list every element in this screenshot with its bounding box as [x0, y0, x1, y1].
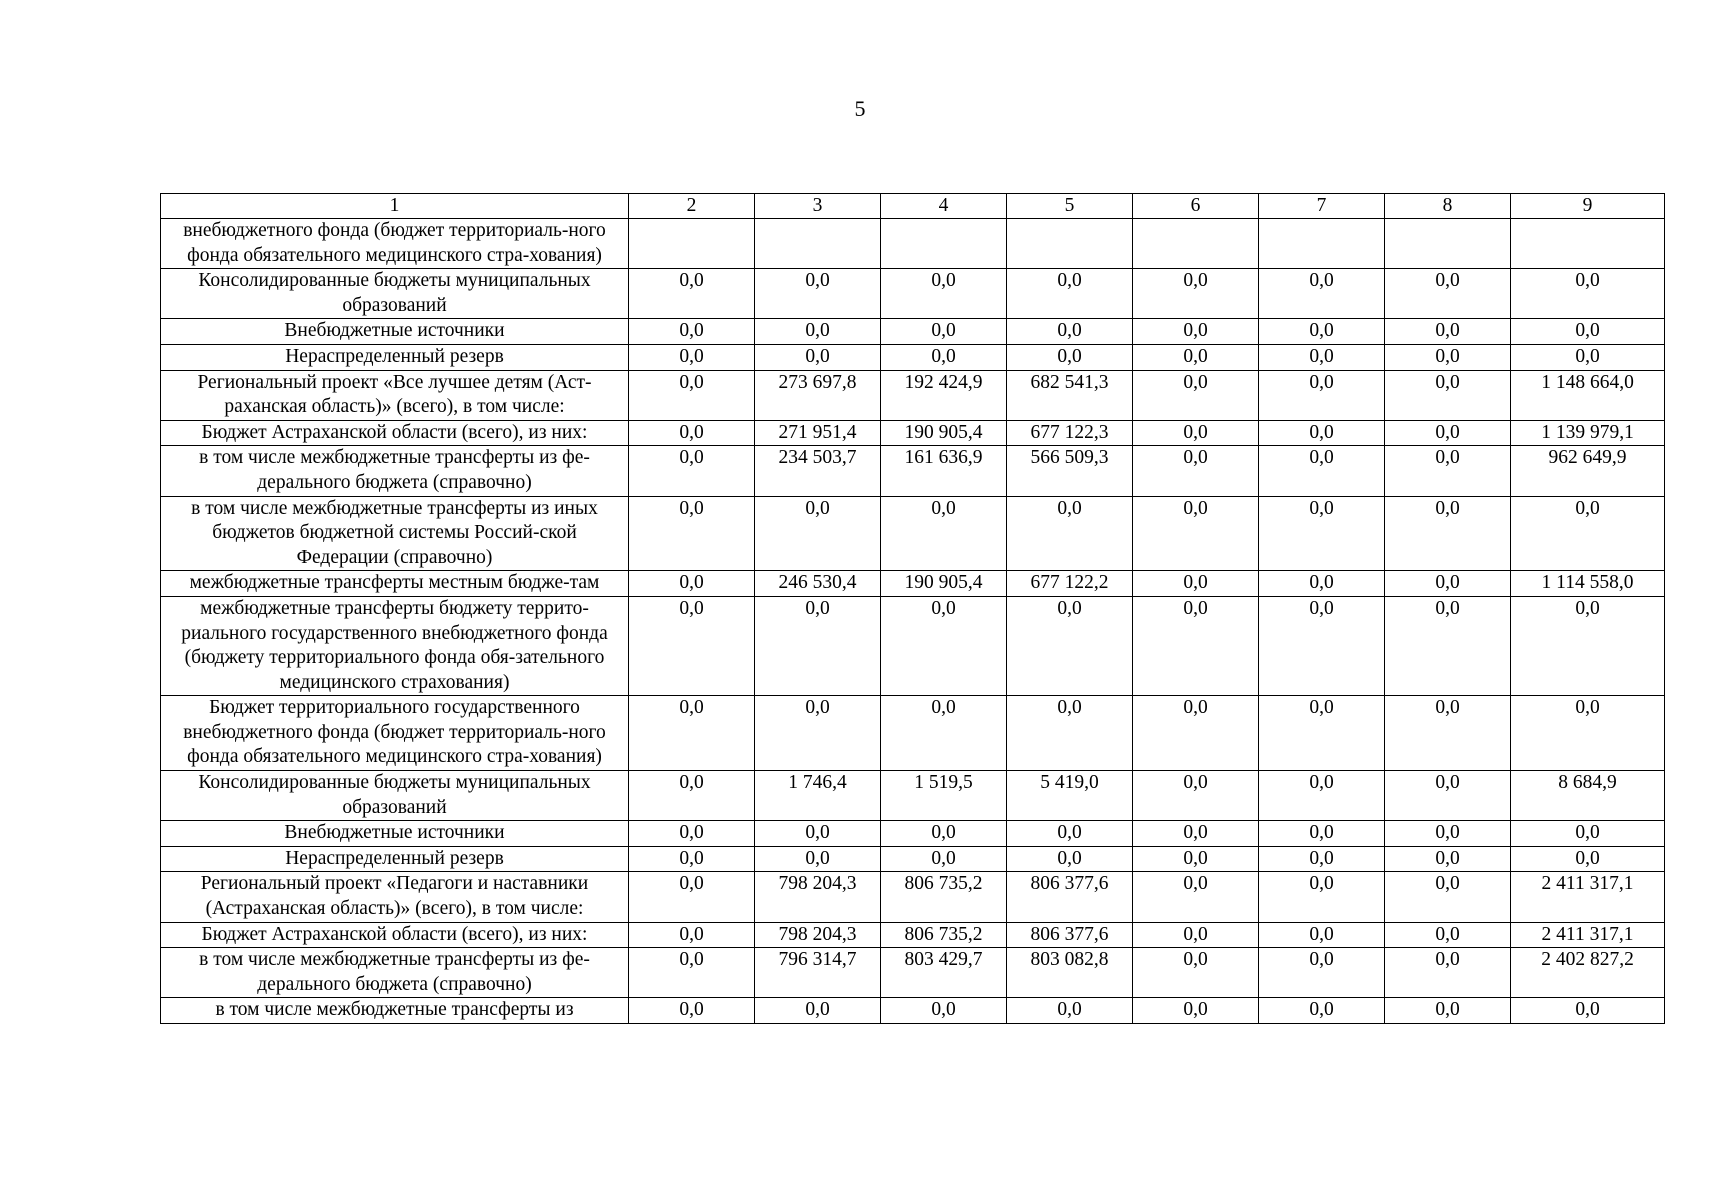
table-cell: 0,0 [1133, 846, 1259, 872]
table-cell: 1 148 664,0 [1511, 370, 1665, 420]
column-header: 3 [755, 194, 881, 219]
table-cell: 0,0 [629, 872, 755, 922]
budget-table [160, 193, 1665, 1024]
table-cell: 803 429,7 [881, 948, 1007, 998]
table-cell: 0,0 [629, 696, 755, 771]
table-cell: 0,0 [629, 846, 755, 872]
table-cell [1259, 219, 1385, 269]
table-cell: 0,0 [1385, 948, 1511, 998]
table-cell: 962 649,9 [1511, 446, 1665, 496]
table-cell: 0,0 [755, 998, 881, 1024]
table-cell: 0,0 [755, 821, 881, 847]
table-cell: 0,0 [1385, 571, 1511, 597]
table-cell: 0,0 [1259, 344, 1385, 370]
table-cell: 806 377,6 [1007, 922, 1133, 948]
table-cell: 0,0 [1007, 269, 1133, 319]
table-cell: 0,0 [629, 571, 755, 597]
table-cell: 0,0 [881, 496, 1007, 571]
table-cell: 0,0 [1133, 596, 1259, 695]
column-header: 6 [1133, 194, 1259, 219]
table-cell: 0,0 [881, 319, 1007, 345]
table-cell: 803 082,8 [1007, 948, 1133, 998]
table-cell: 0,0 [1511, 696, 1665, 771]
table-cell: 0,0 [881, 846, 1007, 872]
table-cell: 0,0 [1511, 319, 1665, 345]
column-header: 2 [629, 194, 755, 219]
table-cell: 0,0 [1259, 596, 1385, 695]
table-cell: 0,0 [881, 344, 1007, 370]
table-row [161, 446, 1665, 496]
table-cell: 2 411 317,1 [1511, 922, 1665, 948]
row-label: в том числе межбюджетные трансферты из фе-дерального бюджета (справочно) [161, 948, 629, 998]
table-cell [1511, 219, 1665, 269]
table-cell: 806 735,2 [881, 872, 1007, 922]
table-cell: 246 530,4 [755, 571, 881, 597]
table-cell: 1 746,4 [755, 771, 881, 821]
table-cell: 0,0 [1385, 998, 1511, 1024]
table-cell: 0,0 [1385, 846, 1511, 872]
table-cell: 0,0 [1385, 344, 1511, 370]
table-cell: 0,0 [1385, 821, 1511, 847]
table-cell: 0,0 [881, 696, 1007, 771]
row-label: Консолидированные бюджеты муниципальных образований [161, 771, 629, 821]
table-cell: 0,0 [1385, 420, 1511, 446]
table-cell: 0,0 [1385, 446, 1511, 496]
table-cell: 1 114 558,0 [1511, 571, 1665, 597]
table-row [161, 821, 1665, 847]
table-cell: 0,0 [1133, 771, 1259, 821]
table-cell: 0,0 [1007, 496, 1133, 571]
table-cell: 0,0 [1133, 872, 1259, 922]
table-cell: 0,0 [1385, 596, 1511, 695]
table-cell: 0,0 [1133, 948, 1259, 998]
table-row [161, 219, 1665, 269]
table-cell: 677 122,3 [1007, 420, 1133, 446]
table-cell: 0,0 [1133, 571, 1259, 597]
column-header: 7 [1259, 194, 1385, 219]
table-row [161, 771, 1665, 821]
table-cell: 161 636,9 [881, 446, 1007, 496]
table-header-row [161, 194, 1665, 219]
table-row [161, 948, 1665, 998]
row-label: Внебюджетные источники [161, 821, 629, 847]
table-cell: 0,0 [1385, 269, 1511, 319]
table-cell: 0,0 [755, 269, 881, 319]
table-cell: 0,0 [755, 846, 881, 872]
table-cell: 0,0 [1259, 269, 1385, 319]
table-cell: 0,0 [1259, 496, 1385, 571]
table-body [161, 219, 1665, 1024]
table-cell: 271 951,4 [755, 420, 881, 446]
table-cell: 0,0 [1259, 821, 1385, 847]
table-cell: 0,0 [1511, 496, 1665, 571]
table-cell: 0,0 [1133, 998, 1259, 1024]
table-cell: 0,0 [1259, 370, 1385, 420]
table-cell: 0,0 [881, 596, 1007, 695]
table-cell: 0,0 [629, 998, 755, 1024]
table-cell: 0,0 [1259, 696, 1385, 771]
table-row [161, 872, 1665, 922]
table-cell: 0,0 [1259, 846, 1385, 872]
table-cell: 0,0 [1385, 872, 1511, 922]
table-cell: 0,0 [1007, 344, 1133, 370]
table-cell: 0,0 [1259, 420, 1385, 446]
row-label: Бюджет Астраханской области (всего), из них: [161, 922, 629, 948]
table-cell: 0,0 [629, 319, 755, 345]
table-cell: 0,0 [629, 420, 755, 446]
row-label: Бюджет Астраханской области (всего), из них: [161, 420, 629, 446]
table-cell: 0,0 [755, 496, 881, 571]
table-cell: 0,0 [1259, 922, 1385, 948]
table-cell: 0,0 [1133, 446, 1259, 496]
table-row [161, 370, 1665, 420]
table-cell: 0,0 [1007, 696, 1133, 771]
table-cell: 0,0 [629, 922, 755, 948]
table-cell: 8 684,9 [1511, 771, 1665, 821]
table-cell: 0,0 [1511, 998, 1665, 1024]
table-cell: 0,0 [1259, 998, 1385, 1024]
table-cell: 0,0 [1259, 571, 1385, 597]
table-cell: 0,0 [1385, 922, 1511, 948]
table-cell: 0,0 [1385, 496, 1511, 571]
column-header: 1 [161, 194, 629, 219]
table-cell: 0,0 [629, 344, 755, 370]
table-cell [629, 219, 755, 269]
table-cell: 192 424,9 [881, 370, 1007, 420]
table-cell: 0,0 [1133, 696, 1259, 771]
table-cell: 0,0 [1007, 998, 1133, 1024]
table-cell: 566 509,3 [1007, 446, 1133, 496]
table-cell: 5 419,0 [1007, 771, 1133, 821]
table-cell: 0,0 [1511, 344, 1665, 370]
table-cell: 0,0 [755, 319, 881, 345]
table-cell: 0,0 [1259, 446, 1385, 496]
table-cell: 0,0 [1133, 269, 1259, 319]
table-cell: 0,0 [1007, 319, 1133, 345]
table-cell: 798 204,3 [755, 872, 881, 922]
table-cell: 0,0 [881, 998, 1007, 1024]
row-label: в том числе межбюджетные трансферты из фе-дерального бюджета (справочно) [161, 446, 629, 496]
row-label: Нераспределенный резерв [161, 344, 629, 370]
table-cell: 0,0 [1133, 496, 1259, 571]
row-label: Внебюджетные источники [161, 319, 629, 345]
table-cell: 0,0 [755, 596, 881, 695]
table-cell: 1 519,5 [881, 771, 1007, 821]
row-label: в том числе межбюджетные трансферты из иных бюджетов бюджетной системы Россий-ской Федерации (справочно) [161, 496, 629, 571]
table-cell [1385, 219, 1511, 269]
table-cell: 0,0 [1259, 319, 1385, 345]
table-cell: 0,0 [629, 496, 755, 571]
table-cell: 0,0 [629, 446, 755, 496]
table-cell: 0,0 [1511, 269, 1665, 319]
row-label: Консолидированные бюджеты муниципальных образований [161, 269, 629, 319]
table-cell: 0,0 [629, 771, 755, 821]
table-cell [1133, 219, 1259, 269]
table-cell: 806 735,2 [881, 922, 1007, 948]
table-cell: 796 314,7 [755, 948, 881, 998]
table-cell: 0,0 [1385, 319, 1511, 345]
table-cell: 0,0 [1511, 846, 1665, 872]
table-cell: 2 402 827,2 [1511, 948, 1665, 998]
table-cell [881, 219, 1007, 269]
table-row [161, 846, 1665, 872]
table-row [161, 998, 1665, 1024]
column-header: 8 [1385, 194, 1511, 219]
column-header: 5 [1007, 194, 1133, 219]
table-cell: 0,0 [1259, 948, 1385, 998]
table-cell: 0,0 [755, 696, 881, 771]
row-label: межбюджетные трансферты местным бюдже-там [161, 571, 629, 597]
table-cell: 0,0 [881, 821, 1007, 847]
table-row [161, 596, 1665, 695]
table-cell: 273 697,8 [755, 370, 881, 420]
table-row [161, 496, 1665, 571]
table-cell: 0,0 [1133, 821, 1259, 847]
row-label: Бюджет территориального государственного внебюджетного фонда (бюджет территориаль-ного фонда обязательного медицинского стра-хования) [161, 696, 629, 771]
row-label: межбюджетные трансферты бюджету террито-риального государственного внебюджетного фонда (бюджету территориального фонда обя-зательного медицинского страхования) [161, 596, 629, 695]
table-cell: 0,0 [881, 269, 1007, 319]
table-cell: 0,0 [755, 344, 881, 370]
table-cell: 234 503,7 [755, 446, 881, 496]
table-cell: 798 204,3 [755, 922, 881, 948]
table-cell: 682 541,3 [1007, 370, 1133, 420]
table-cell: 0,0 [1259, 771, 1385, 821]
table-cell: 0,0 [1385, 696, 1511, 771]
table-cell: 0,0 [1133, 344, 1259, 370]
table-cell: 1 139 979,1 [1511, 420, 1665, 446]
table-cell: 2 411 317,1 [1511, 872, 1665, 922]
column-header: 4 [881, 194, 1007, 219]
table-cell: 0,0 [1007, 821, 1133, 847]
table-row [161, 269, 1665, 319]
table-cell: 0,0 [1133, 319, 1259, 345]
table-cell: 0,0 [1007, 596, 1133, 695]
page-number: 5 [854, 96, 866, 121]
table-cell: 0,0 [629, 596, 755, 695]
table-row [161, 420, 1665, 446]
row-label: Региональный проект «Все лучшее детям (Аст-раханская область)» (всего), в том числе: [161, 370, 629, 420]
table-cell: 0,0 [1385, 771, 1511, 821]
table-cell: 0,0 [629, 948, 755, 998]
table-row [161, 319, 1665, 345]
row-label: Региональный проект «Педагоги и наставники (Астраханская область)» (всего), в том числе: [161, 872, 629, 922]
table-row [161, 571, 1665, 597]
table-cell [755, 219, 881, 269]
table-cell: 0,0 [1133, 420, 1259, 446]
table-cell: 677 122,2 [1007, 571, 1133, 597]
table-cell: 0,0 [1385, 370, 1511, 420]
table-cell: 190 905,4 [881, 420, 1007, 446]
table-cell: 0,0 [1511, 596, 1665, 695]
table-cell: 806 377,6 [1007, 872, 1133, 922]
table-cell: 0,0 [1007, 846, 1133, 872]
table-cell: 0,0 [1133, 370, 1259, 420]
table-cell: 0,0 [1259, 872, 1385, 922]
row-label: Нераспределенный резерв [161, 846, 629, 872]
table-cell: 0,0 [629, 269, 755, 319]
table-row [161, 922, 1665, 948]
table-cell: 0,0 [629, 821, 755, 847]
column-header: 9 [1511, 194, 1665, 219]
table-row [161, 344, 1665, 370]
table-row [161, 696, 1665, 771]
row-label: в том числе межбюджетные трансферты из [161, 998, 629, 1024]
table-cell: 190 905,4 [881, 571, 1007, 597]
table-cell: 0,0 [1511, 821, 1665, 847]
table-cell [1007, 219, 1133, 269]
table-cell: 0,0 [629, 370, 755, 420]
table-cell: 0,0 [1133, 922, 1259, 948]
row-label: внебюджетного фонда (бюджет территориаль-ного фонда обязательного медицинского стра-хования) [161, 219, 629, 269]
